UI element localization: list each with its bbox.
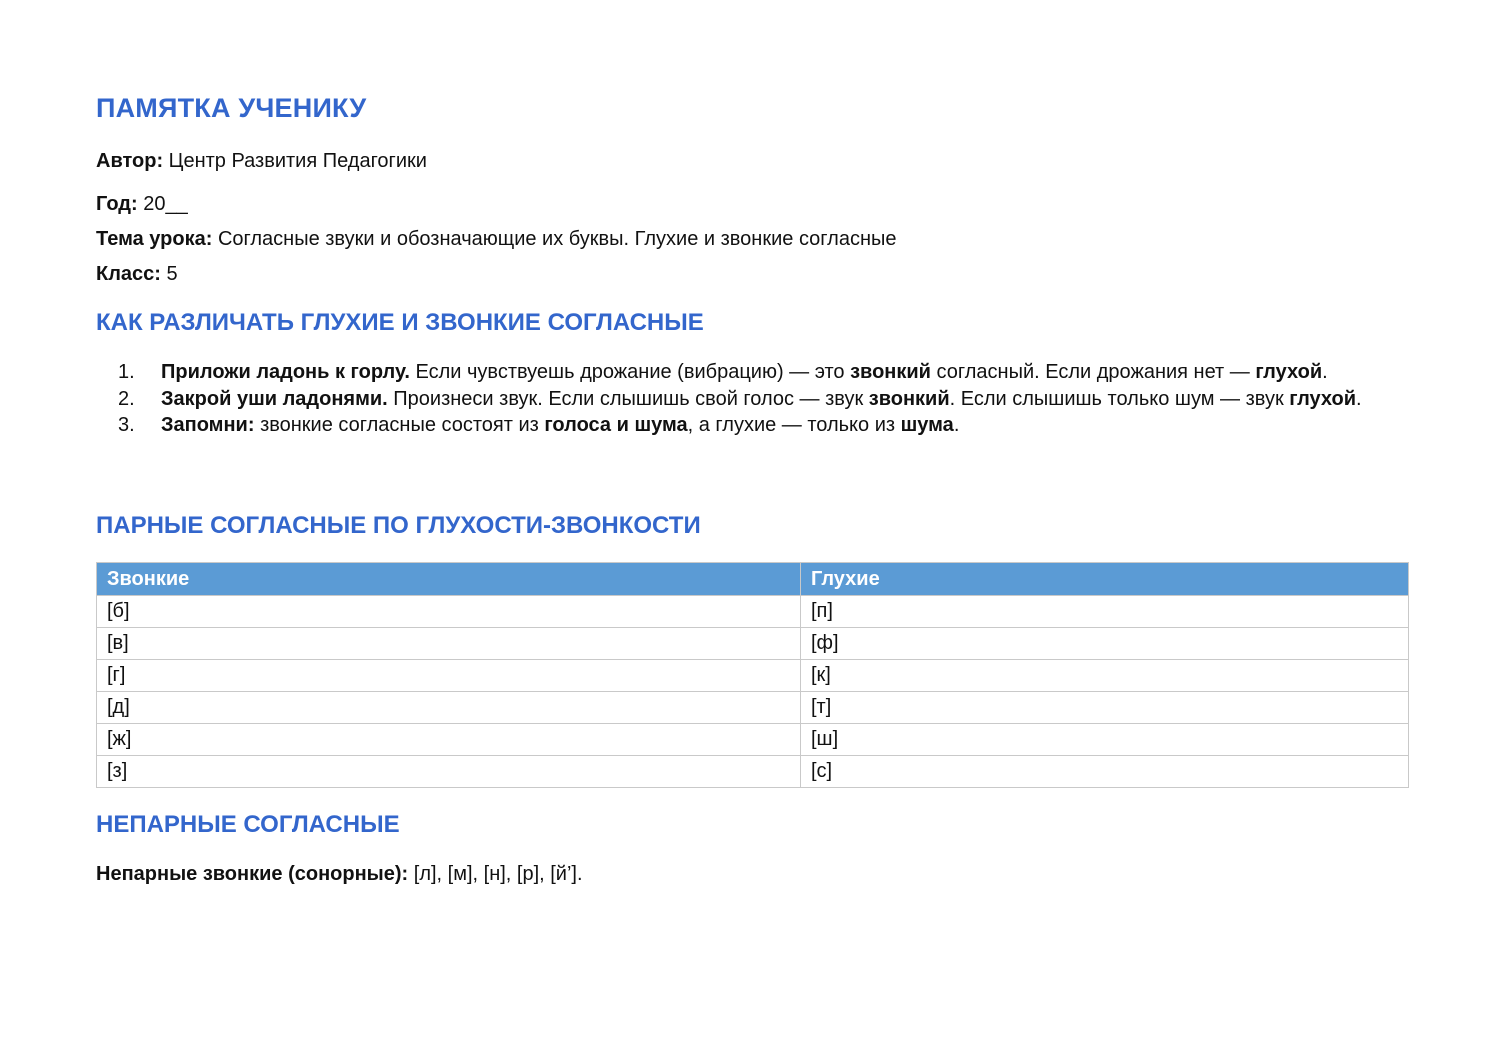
table-cell-voiceless: [к] bbox=[801, 660, 1409, 692]
list-item-emphasis: глухой bbox=[1289, 387, 1357, 410]
unpaired-voiced-value: [л], [м], [н], [р], [й’]. bbox=[408, 863, 583, 885]
table-cell-voiced: [ж] bbox=[97, 724, 801, 756]
list-item-emphasis: голоса и шума bbox=[544, 414, 688, 436]
table-row bbox=[97, 660, 1409, 692]
table-cell-voiced: [з] bbox=[97, 756, 801, 788]
table-cell-voiced: [б] bbox=[97, 596, 801, 628]
column-header-voiced: Звонкие bbox=[97, 563, 801, 596]
list-item-lead: Запомни: bbox=[161, 414, 255, 436]
table-cell-voiceless: [п] bbox=[801, 596, 1409, 628]
list-item-text: . bbox=[953, 414, 960, 436]
table-row bbox=[97, 596, 1409, 628]
unpaired-voiced-label: Непарные звонкие (сонорные): bbox=[96, 863, 409, 885]
list-item-text: Если чувствуешь дрожание (вибрацию) — это bbox=[409, 361, 851, 383]
column-header-voiceless: Глухие bbox=[801, 563, 1409, 596]
table-row bbox=[97, 724, 1409, 756]
table-header-row bbox=[97, 563, 1409, 596]
unpaired-voiced-line bbox=[96, 861, 583, 887]
author-line bbox=[96, 148, 427, 174]
year-label: Год: bbox=[96, 193, 138, 215]
list-item bbox=[96, 412, 1386, 439]
list-item-lead: Приложи ладонь к горлу. bbox=[161, 361, 410, 383]
grade-value: 5 bbox=[160, 263, 178, 285]
list-item-text: , а глухие — только из bbox=[687, 414, 901, 436]
table-cell-voiced: [в] bbox=[97, 628, 801, 660]
table-cell-voiceless: [с] bbox=[801, 756, 1409, 788]
list-item-text: . bbox=[1356, 387, 1362, 410]
table-cell-voiced: [д] bbox=[97, 692, 801, 724]
grade-label: Класс: bbox=[96, 263, 161, 285]
list-item-lead: Закрой уши ладонями. bbox=[161, 387, 388, 410]
list-item-text: . bbox=[1322, 361, 1328, 383]
list-item-text: Произнеси звук. Если слышишь свой голос — звук bbox=[387, 387, 869, 410]
table-row bbox=[97, 756, 1409, 788]
list-item-text: звонкие согласные состоят из bbox=[254, 414, 545, 436]
list-item-number: 2. bbox=[118, 387, 135, 410]
section-heading-voiced-voiceless: КАК РАЗЛИЧАТЬ ГЛУХИЕ И ЗВОНКИЕ СОГЛАСНЫЕ bbox=[96, 309, 704, 336]
section-heading-paired: ПАРНЫЕ СОГЛАСНЫЕ ПО ГЛУХОСТИ-ЗВОНКОСТИ bbox=[96, 512, 701, 539]
list-item-number: 1. bbox=[118, 361, 135, 383]
author-label: Автор: bbox=[96, 150, 164, 172]
list-item-number: 3. bbox=[118, 414, 135, 436]
section-heading-unpaired: НЕПАРНЫЕ СОГЛАСНЫЕ bbox=[96, 811, 400, 838]
list-item-emphasis: звонкий bbox=[868, 387, 950, 410]
table-row bbox=[97, 628, 1409, 660]
year-line bbox=[96, 191, 188, 217]
topic-line bbox=[96, 226, 897, 252]
list-item bbox=[96, 386, 1386, 413]
year-value: 20__ bbox=[137, 193, 188, 215]
grade-line bbox=[96, 261, 178, 287]
list-item-emphasis: звонкий bbox=[850, 361, 931, 383]
document-title: ПАМЯТКА УЧЕНИКУ bbox=[96, 93, 367, 123]
list-item-text: согласный. Если дрожания нет — bbox=[930, 361, 1256, 383]
table-row bbox=[97, 692, 1409, 724]
list-item bbox=[96, 359, 1386, 386]
table-cell-voiceless: [ф] bbox=[801, 628, 1409, 660]
list-item-text: . Если слышишь только шум — звук bbox=[949, 387, 1290, 410]
tips-list bbox=[96, 359, 1386, 439]
list-item-emphasis: глухой bbox=[1255, 361, 1323, 383]
author-value: Центр Развития Педагогики bbox=[163, 150, 427, 172]
paired-consonants-table bbox=[96, 562, 1409, 788]
table-cell-voiced: [г] bbox=[97, 660, 801, 692]
topic-label: Тема урока: bbox=[96, 228, 213, 250]
list-item-emphasis: шума bbox=[900, 414, 954, 436]
topic-value: Согласные звуки и обозначающие их буквы. Глухие и звонкие согласные bbox=[212, 228, 897, 250]
table-cell-voiceless: [ш] bbox=[801, 724, 1409, 756]
table-cell-voiceless: [т] bbox=[801, 692, 1409, 724]
